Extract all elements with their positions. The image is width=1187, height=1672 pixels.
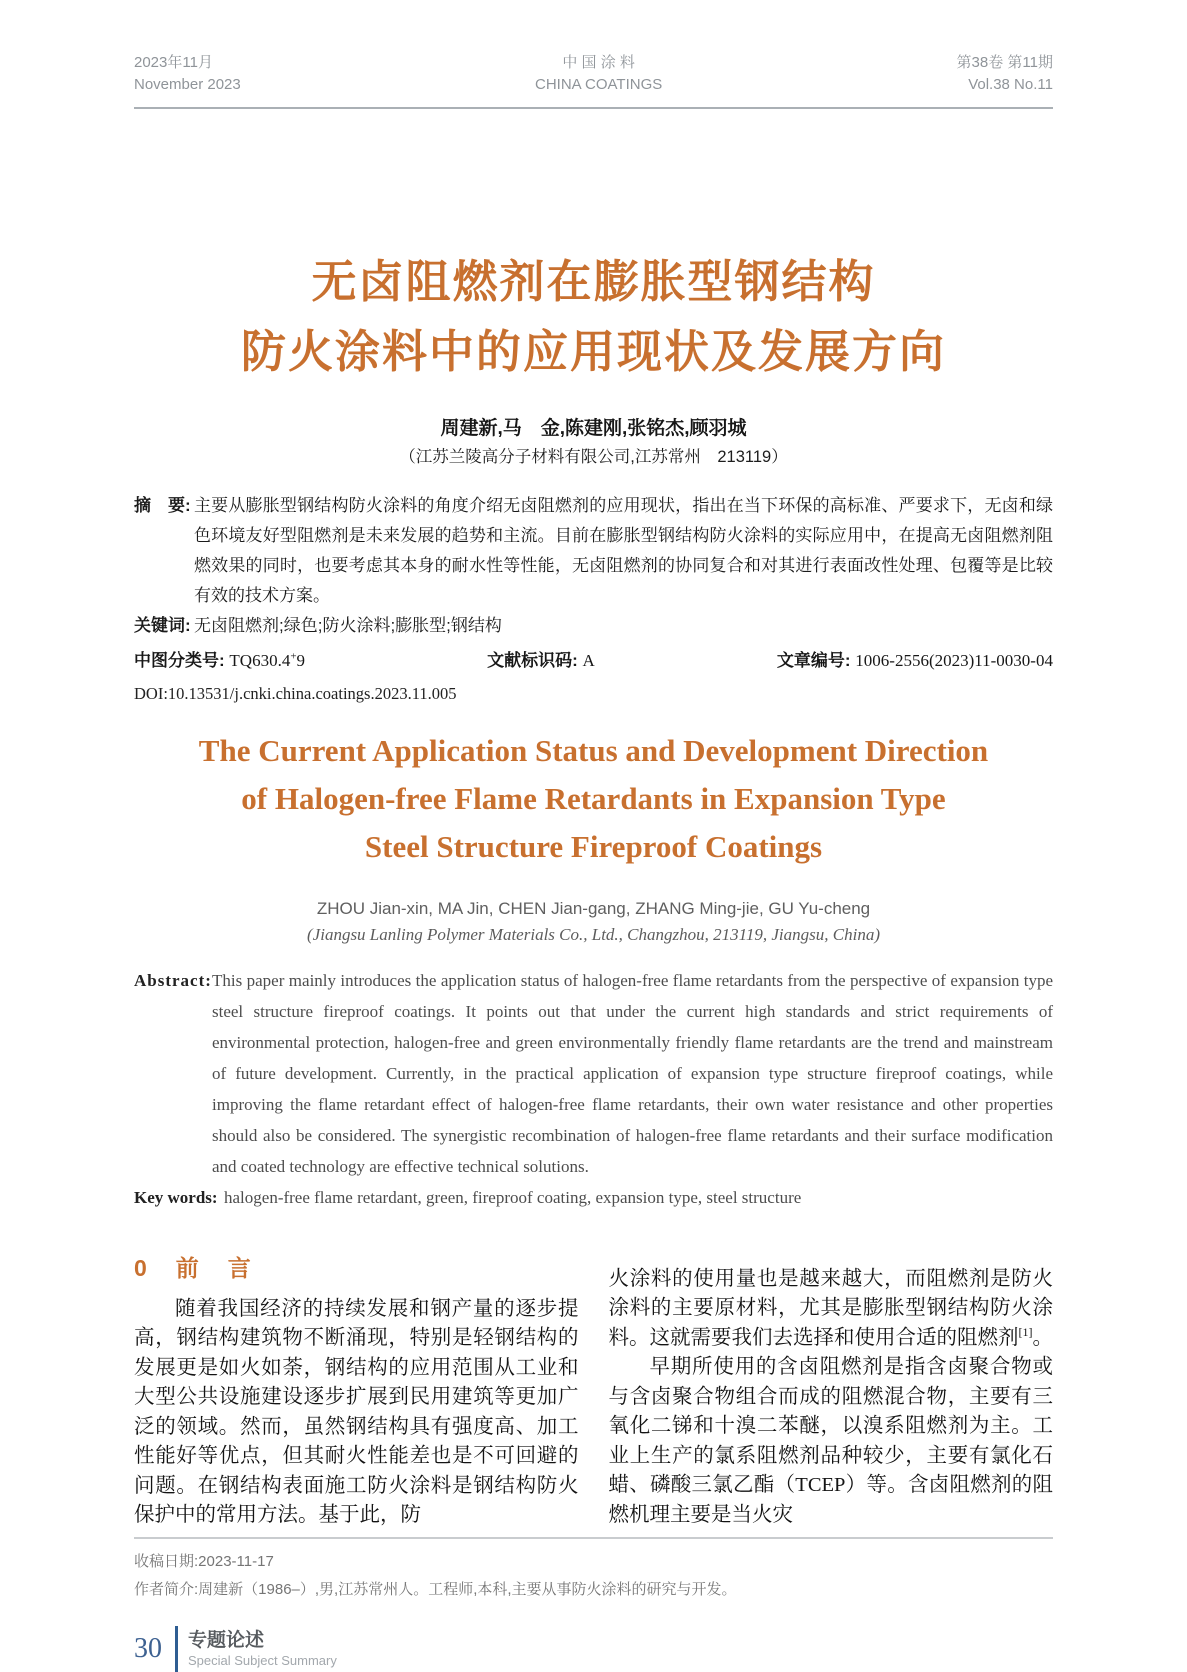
authors-zh: 周建新,马 金,陈建刚,张铭杰,顾羽城 xyxy=(440,418,747,440)
document-code xyxy=(487,648,595,674)
header-date xyxy=(134,52,241,96)
header-journal xyxy=(535,52,662,96)
article-id-value: 1006-2556(2023)11-0030-04 xyxy=(855,651,1053,671)
citation-ref-1: [1] xyxy=(1018,1325,1033,1340)
document-code-value: A xyxy=(582,651,595,671)
header-issue xyxy=(957,52,1053,96)
affiliation-zh: （江苏兰陵高分子材料有限公司,江苏常州 213119） xyxy=(399,448,788,467)
keywords-zh-label: 关键词: xyxy=(134,616,191,636)
classification-row xyxy=(134,648,1053,674)
article-title-en-line3: Steel Structure Fireproof Coatings xyxy=(364,829,823,865)
received-date xyxy=(134,1548,1053,1576)
body-columns xyxy=(134,1253,1053,1531)
article-title-en-line1: The Current Application Status and Development Direction xyxy=(198,733,989,769)
author-bio-value: 周建新（1986–）,男,江苏常州人。工程师,本科,主要从事防火涂料的研究与开发。 xyxy=(198,1580,737,1598)
footnote-block xyxy=(134,1537,1053,1604)
clc-value xyxy=(229,651,305,670)
article-id xyxy=(777,648,1053,674)
clc-number xyxy=(134,648,305,674)
header-journal-en: CHINA COATINGS xyxy=(535,76,663,93)
article-title-en xyxy=(134,727,1053,871)
column-name xyxy=(188,1629,337,1669)
clc-value-tail: 9 xyxy=(296,651,306,671)
page-footer xyxy=(134,1626,1053,1672)
footer-divider-bar xyxy=(175,1626,178,1672)
keywords-en-label: Key words: xyxy=(134,1187,218,1207)
document-code-label: 文献标识码: xyxy=(487,651,578,671)
body-right-column xyxy=(609,1253,1054,1531)
abstract-zh-text: 主要从膨胀型钢结构防火涂料的角度介绍无卤阻燃剂的应用现状，指出在当下环保的高标准、严要求下，无卤和绿色环境友好型阻燃剂是未来发展的趋势和主流。目前在膨胀型钢结构防火涂料的实际应用中，在提高无卤阻燃剂阻燃效果的同时，也要考虑其本身的耐水性等性能，无卤阻燃剂的协同复合和对其进行表面改性处理、包覆等是比较有效的技术方案。 xyxy=(194,496,1053,606)
abstract-en-label: Abstract: xyxy=(134,970,212,990)
received-date-value: 2023-11-17 xyxy=(198,1552,274,1570)
header-issue-en: Vol.38 No.11 xyxy=(968,76,1053,93)
abstract-zh xyxy=(134,491,1053,611)
received-date-label: 收稿日期: xyxy=(134,1552,199,1570)
article-title-zh xyxy=(134,247,1053,387)
body-paragraph-right-1-text: 火涂料的使用量也是越来越大，而阻燃剂是防火涂料的主要原材料，尤其是膨胀型钢结构防火涂料。这就需要我们去选择和使用合适的阻燃剂 xyxy=(608,1267,1053,1349)
article-title-en-line2: of Halogen-free Flame Retardants in Expansion Type xyxy=(241,781,946,817)
clc-superscript: + xyxy=(290,650,297,663)
abstract-zh-label: 摘 要: xyxy=(134,496,191,516)
page-header xyxy=(134,52,1053,109)
body-paragraph-right-1 xyxy=(609,1265,1054,1354)
article-title-zh-line2: 防火涂料中的应用现状及发展方向 xyxy=(240,326,946,377)
authors-en: ZHOU Jian-xin, MA Jin, CHEN Jian-gang, ZHANG Ming-jie, GU Yu-cheng xyxy=(316,898,871,918)
page-number: 30 xyxy=(134,1632,162,1664)
column-name-en: Special Subject Summary xyxy=(188,1652,337,1668)
affiliation-en: (Jiangsu Lanling Polymer Materials Co., Ltd., Changzhou, 213119, Jiangsu, China) xyxy=(307,924,880,944)
body-paragraph-right-1-end: 。 xyxy=(1032,1326,1053,1349)
header-date-zh: 2023年11月 xyxy=(134,54,213,71)
header-date-en: November 2023 xyxy=(134,76,241,93)
keywords-en xyxy=(134,1182,1053,1213)
article-id-label: 文章编号: xyxy=(776,651,851,671)
keywords-en-text: halogen-free flame retardant, green, fireproof coating, expansion type, steel structure xyxy=(224,1187,802,1207)
clc-value-base: TQ630.4 xyxy=(229,651,291,671)
column-name-zh: 专题论述 xyxy=(188,1629,265,1651)
abstract-en-text: This paper mainly introduces the application status of halogen-free flame retardants from the perspective of expansion type steel structure fireproof coatings. It points out that under the current high standards and strict requirements of environmental protection, halogen-free and green environmentally friendly flame retardants are the trend and mainstream of future development. Currently, in the practical application of expansion type structure fireproof coatings, while improving the flame retardant effect of halogen-free flame retardants, their own water resistance and other properties should also be considered. The synergistic recombination of halogen-free flame retardants and their surface modification and coated technology are effective technical solutions. xyxy=(212,970,1053,1176)
keywords-zh-text: 无卤阻燃剂;绿色;防火涂料;膨胀型;钢结构 xyxy=(194,616,502,636)
clc-label: 中图分类号: xyxy=(134,651,225,671)
header-journal-zh: 中 国 涂 料 xyxy=(562,54,635,71)
header-issue-zh: 第38卷 第11期 xyxy=(956,54,1053,71)
abstract-en xyxy=(134,965,1053,1182)
body-left-column xyxy=(134,1253,579,1531)
body-paragraph-right-2: 早期所使用的含卤阻燃剂是指含卤聚合物或与含卤聚合物组合而成的阻燃混合物，主要有三氧化二锑和十溴二苯醚，以溴系阻燃剂为主。工业上生产的氯系阻燃剂品种较少，主要有氯化石蜡、磷酸三氯乙酯（TCEP）等。含卤阻燃剂的阻燃机理主要是当火灾 xyxy=(608,1356,1053,1526)
keywords-zh xyxy=(134,611,1053,641)
body-paragraph-left: 随着我国经济的持续发展和钢产量的逐步提高，钢结构建筑物不断涌现，特别是轻钢结构的发展更是如火如荼，钢结构的应用范围从工业和大型公共设施建设逐步扩展到民用建筑等更加广泛的领域。然而，虽然钢结构具有强度高、加工性能好等优点，但其耐火性能差也是不可回避的问题。在钢结构表面施工防火涂料是钢结构防火保护中的常用方法。基于此，防 xyxy=(134,1297,579,1527)
section-heading-introduction: 0 前 言 xyxy=(134,1254,254,1281)
author-bio-label: 作者简介: xyxy=(134,1580,199,1598)
article-title-zh-line1: 无卤阻燃剂在膨胀型钢结构 xyxy=(311,256,876,307)
doi: DOI:10.13531/j.cnki.china.coatings.2023.11.005 xyxy=(134,684,457,704)
